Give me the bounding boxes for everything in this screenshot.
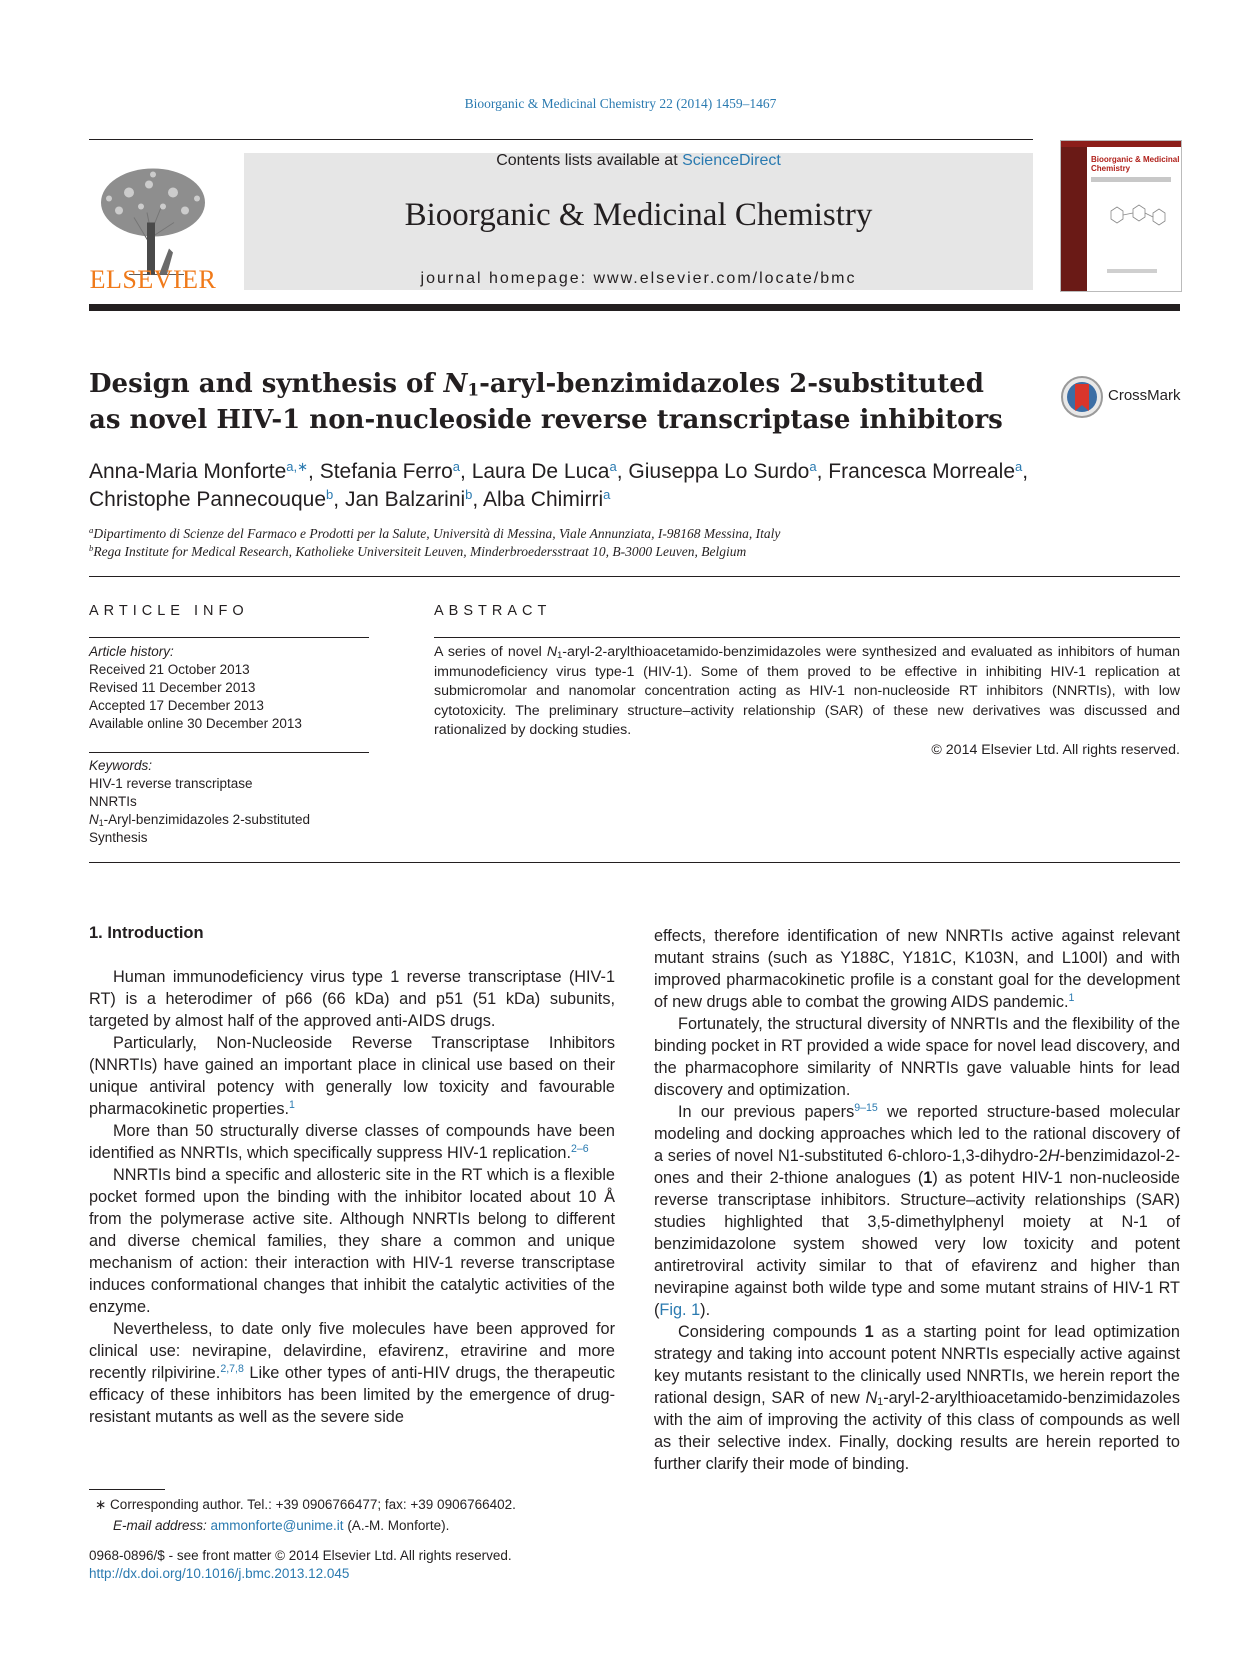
- crossmark-label[interactable]: CrossMark: [1108, 387, 1181, 404]
- footnote-rule: [89, 1489, 165, 1490]
- paragraph: More than 50 structurally diverse classes of compounds have been identified as NNRTIs, which specifically suppress HIV-1 replication.$^{2-6}$: [89, 1122, 615, 1162]
- reference-link[interactable]: 1: [1068, 992, 1075, 1005]
- header-rule: [89, 139, 1033, 140]
- author[interactable]: Jan Balzarini$^b$: [344, 486, 473, 511]
- divider: [89, 862, 1180, 863]
- reference-link[interactable]: 9–15: [854, 1102, 878, 1115]
- article-history: Article history: Received 21 October 2013 Revised 11 December 2013 Accepted 17 December 2013 Available online 30 December 2013: [89, 644, 302, 731]
- body-left-column: [89, 966, 615, 1428]
- doi-link[interactable]: http://dx.doi.org/10.1016/j.bmc.2013.12.045: [89, 1566, 350, 1581]
- reference-link[interactable]: 2–6: [571, 1143, 589, 1156]
- introduction-heading: 1. Introduction: [89, 924, 204, 942]
- author[interactable]: Stefania Ferro$^a$: [319, 458, 461, 483]
- issn-line: 0968-0896/$ - see front matter © 2014 Elsevier Ltd. All rights reserved.: [89, 1548, 512, 1563]
- author-list: Anna-Maria Monforte$^{a,∗}$, Stefania Ferro$^a$, Laura De Luca$^a$, Giuseppa Lo Surdo$^a$, Francesca Morreale$^a$, Christophe Pannecouque$^b$, Jan Balzarini$^b$, Alba Chimirri$^a$: [89, 458, 1029, 511]
- author[interactable]: Francesca Morreale$^a$: [828, 458, 1023, 483]
- divider: [89, 576, 1180, 577]
- paragraph: NNRTIs bind a specific and allosteric site in the RT which is a flexible pocket formed upon the binding with the inhibitor located about 10 Å from the polymerase active site. Although NNRTIs belong to different and diverse chemical families, they share a common and unique mechanism of action: their interaction with HIV-1 reverse transcriptase induces conformational changes that inhibit the catalytic activities of the enzyme.: [89, 1166, 615, 1316]
- paragraph: Nevertheless, to date only five molecules have been approved for clinical use: nevirapine, delavirdine, efavirenz, etravirine and more recently rilpivirine.$^{2,7,8}$ Like other types of anti-HIV drugs, the therapeutic efficacy of these inhibitors has been limited by the emergence of drug-resistant mutants as well as the severe side: [89, 1320, 615, 1426]
- author[interactable]: Giuseppa Lo Surdo$^a$: [628, 458, 817, 483]
- divider: [89, 637, 369, 638]
- reference-link[interactable]: 1: [289, 1099, 295, 1112]
- contents-line: Contents lists available at ScienceDirect: [496, 152, 781, 169]
- body-right-column: [654, 925, 1180, 1475]
- paragraph: In our previous papers$^{9-15}$ we reported structure-based molecular modeling and docking approaches which led to the rational discovery of a series of novel N1-substituted 6-chloro-1,3-dihydro-2H-benzimidazol-2-ones and their 2-thione analogues (1) as potent HIV-1 non-nucleoside reverse transcriptase inhibitors. Structure–activity relationships (SAR) studies highlighted that 3,5-dimethylphenyl moiety at N-1 of benzimidazolone system showed very low toxicity and potent antiretroviral activity similar to that of efavirenz and higher than nevirapine against both wilde type and some mutant strains of HIV-1 RT (Fig. 1).: [654, 1102, 1180, 1319]
- figure-link[interactable]: Fig. 1: [659, 1301, 701, 1319]
- corresponding-footnote: ∗ Corresponding author. Tel.: +39 0906766477; fax: +39 0906766402. E-mail address: ammonforte@unime.it (A.-M. Monforte).: [95, 1497, 516, 1533]
- reference-link[interactable]: 2,7,8: [220, 1363, 244, 1376]
- cover-molecule-icon: [1103, 201, 1169, 231]
- elsevier-wordmark: ELSEVIER: [89, 265, 217, 294]
- header-thick-rule: [89, 304, 1180, 311]
- author[interactable]: Christophe Pannecouque$^b$: [89, 486, 334, 511]
- crossmark-icon[interactable]: [1060, 375, 1104, 419]
- cover-title: Bioorganic & Medicinal Chemistry: [1091, 155, 1180, 173]
- author[interactable]: Anna-Maria Monforte$^{a,∗}$: [89, 458, 309, 483]
- keywords: Keywords: HIV-1 reverse transcriptase NNRTIs $N_1-Aryl$-benzimidazoles 2-substituted Synthesis: [89, 758, 310, 845]
- divider: [89, 752, 369, 753]
- email-link[interactable]: ammonforte@unime.it: [210, 1518, 344, 1533]
- journal-name: Bioorganic & Medicinal Chemistry: [404, 197, 873, 233]
- divider: [434, 637, 1180, 638]
- article-title: Design and synthesis of $N_1-aryl$-benzimidazoles 2-substituted as novel HIV-1 non-nucleoside reverse transcriptase inhibitors: [89, 369, 1003, 435]
- paragraph: Particularly, Non-Nucleoside Reverse Transcriptase Inhibitors (NNRTIs) have gained an important place in clinical use based on their unique antiviral potency with generally low toxicity and favourable pharmacokinetic properties.$^1$: [89, 1034, 615, 1118]
- paragraph: Fortunately, the structural diversity of NNRTIs and the flexibility of the binding pocket in RT provided a wide space for novel lead discovery, and the pharmacophore similarity of NNRTIs gave valuable hints for lead discovery and optimization.: [654, 1015, 1180, 1099]
- journal-homepage[interactable]: journal homepage: www.elsevier.com/locate/bmc: [420, 270, 857, 287]
- abstract-copyright: © 2014 Elsevier Ltd. All rights reserved.: [931, 741, 1180, 758]
- abstract-text: A series of novel $N_1-aryl-2-arylthioacetamido$-benzimidazoles were synthesized and evaluated as inhibitors of human immunodeficiency virus type-1 (HIV-1). Some of them proved to be effective in inhibiting HIV-1 replication at submicromolar and nanomolar concentration acting as HIV-1 non-nucleoside RT inhibitors (NNRTIs), with low cytotoxicity. The preliminary structure–activity relationship (SAR) of these new derivatives was discussed and rationalized by docking studies. © 2014 Elsevier Ltd. All rights reserved.: [434, 643, 1180, 761]
- journal-cover-thumbnail[interactable]: [1060, 140, 1182, 292]
- paragraph: Human immunodeficiency virus type 1 reverse transcriptase (HIV-1 RT) is a heterodimer of p66 (66 kDa) and p51 (51 kDa) subunits, targeted by almost half of the approved anti-AIDS drugs.: [89, 968, 615, 1030]
- affiliation-b: $^b$Rega Institute for Medical Research, Katholieke Universiteit Leuven, Minderbroedersstraat 10, B-3000 Leuven, Belgium: [89, 543, 747, 559]
- paragraph: effects, therefore identification of new NNRTIs active against relevant mutant strains (such as Y188C, Y181C, K103N, and L100I) and with improved pharmacokinetic profile is a constant goal for the development of new drugs able to combat the growing AIDS pandemic.$^1$: [654, 927, 1180, 1011]
- sciencedirect-link[interactable]: ScienceDirect: [682, 152, 781, 169]
- affiliation-a: $^a$Dipartimento di Scienze del Farmaco e Prodotti per la Salute, Università di Messina, Viale Annunziata, I-98168 Messina, Italy: [89, 525, 781, 541]
- paragraph: Considering compounds 1 as a starting point for lead optimization strategy and taking into account potent NNRTIs especially active against key mutants resistant to the clinically used NNRTIs, we herein report the rational design, SAR of new $N_1-aryl-2-arylthioacetamido$-benzimidazoles with the aim of improving the activity of this class of compounds as well as their selective index. Finally, docking results are herein reported to further clarify their mode of binding.: [654, 1323, 1180, 1473]
- author[interactable]: Alba Chimirri$^a$: [482, 486, 611, 511]
- author[interactable]: Laura De Luca$^a$: [471, 458, 617, 483]
- journal-citation[interactable]: Bioorganic & Medicinal Chemistry 22 (2014) 1459–1467: [464, 96, 777, 111]
- article-info-heading: ARTICLE INFO: [89, 603, 249, 619]
- abstract-heading: ABSTRACT: [434, 603, 552, 619]
